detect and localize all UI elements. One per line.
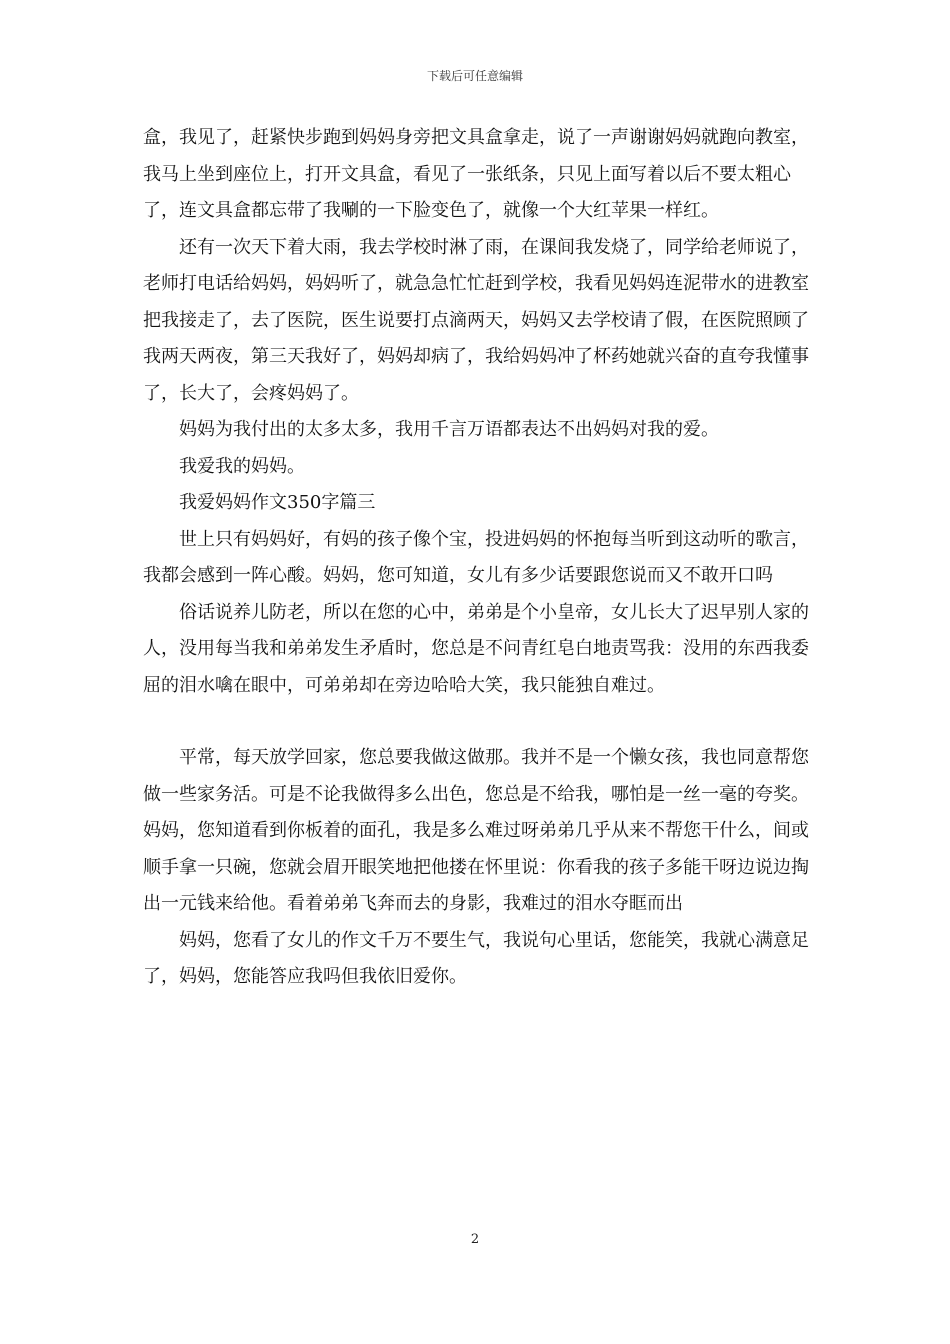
page-number: 2 [470, 1232, 480, 1247]
paragraph: 我爱我的妈妈。 [179, 455, 305, 477]
paragraph: 妈妈为我付出的太多太多，我用千言万语都表达不出妈妈对我的爱。 [179, 419, 719, 440]
page-header-note: 下载后可任意编辑 [426, 69, 523, 83]
paragraph: 世上只有妈妈好，有妈的孩子像个宝，投进妈妈的怀抱每当听到这动听的歌言，我都会感到一阵心酸。妈妈，您可知道，女儿有多少话要跟您说而又不敢开口吗 [143, 528, 809, 586]
paragraph: 平常，每天放学回家，您总要我做这做那。我并不是一个懒女孩，我也同意帮您做一些家务活。可是不论我做得多么出色，您总是不给我，哪怕是一丝一毫的夸奖。妈妈，您知道看到你板着的面孔，我是多么难过呀弟弟几乎从来不帮您干什么，间或顺手拿一只碗，您就会眉开眼笑地把他搂在怀里说：你看我的孩子多能干呀边说边掏出一元钱来给他。看着弟弟飞奔而去的身影，我难过的泪水夺眶而出 [143, 747, 809, 914]
paragraph: 妈妈，您看了女儿的作文千万不要生气，我说句心里话，您能笑，我就心满意足了，妈妈，您能答应我吗但我依旧爱你。 [143, 929, 809, 987]
document-body [143, 120, 818, 996]
paragraph: 盒，我见了，赶紧快步跑到妈妈身旁把文具盒拿走，说了一声谢谢妈妈就跑向教室，我马上坐到座位上，打开文具盒，看见了一张纸条，只见上面写着以后不要太粗心了，连文具盒都忘带了我唰的一下脸变色了，就像一个大红苹果一样红。 [143, 127, 809, 221]
section-heading: 我爱妈妈作文350字篇三 [179, 492, 376, 513]
paragraph: 还有一次天下着大雨，我去学校时淋了雨，在课间我发烧了，同学给老师说了，老师打电话给妈妈，妈妈听了，就急急忙忙赶到学校，我看见妈妈连泥带水的进教室把我接走了，去了医院，医生说要打点滴两天，妈妈又去学校请了假，在医院照顾了我两天两夜，第三天我好了，妈妈却病了，我给妈妈冲了杯药她就兴奋的直夸我懂事了，长大了，会疼妈妈了。 [143, 236, 809, 404]
paragraph: 俗话说养儿防老，所以在您的心中，弟弟是个小皇帝，女儿长大了迟早别人家的人，没用每当我和弟弟发生矛盾时，您总是不问青红皂白地责骂我：没用的东西我委屈的泪水噙在眼中，可弟弟却在旁边哈哈大笑，我只能独自难过。 [143, 601, 809, 696]
